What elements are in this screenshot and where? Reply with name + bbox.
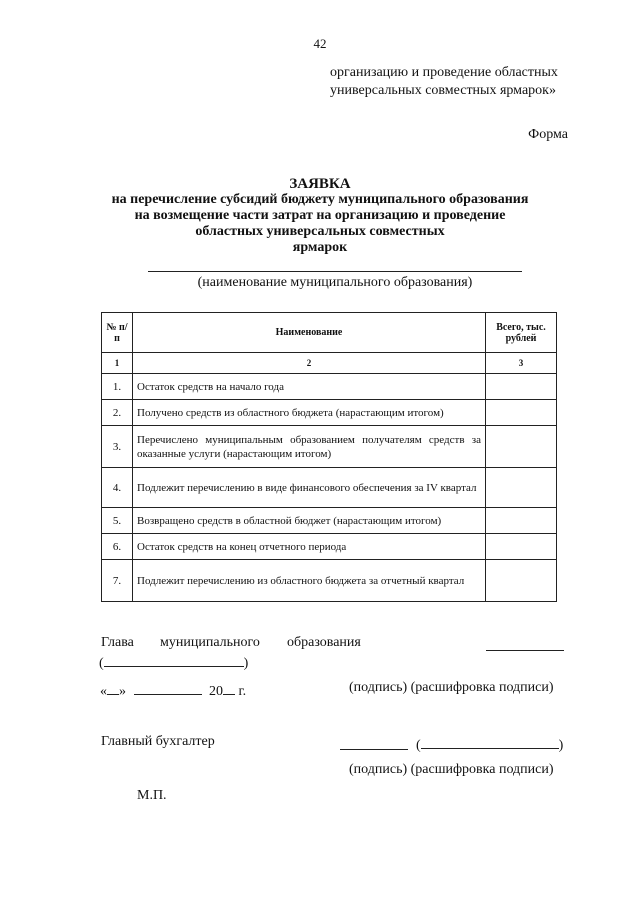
table-row [102,468,557,508]
head-sign-caption: (подпись) (расшифровка подписи) [349,680,554,695]
row-num: 4. [102,468,133,508]
accountant-signature-line[interactable] [340,749,408,750]
table-row [102,508,557,534]
title-line-1: на перечисление субсидий бюджету муниципального образования [111,192,529,207]
title-heading: ЗАЯВКА [289,176,351,192]
row-value-cell[interactable] [486,534,557,560]
table-row [102,560,557,602]
table-index-row [102,353,557,374]
row-num: 3. [102,426,133,468]
row-num: 1. [102,374,133,400]
title-line-2: на возмещение части затрат на организацию и проведение [134,208,506,223]
paren-close: ) [558,738,564,753]
paren-open: ( [416,738,421,753]
table-row [102,374,557,400]
row-text: Возвращено средств в областной бюджет (нарастающим итогом) [133,508,486,534]
reference-line-1: организацию и проведение областных [330,65,558,80]
municipality-name-line[interactable] [148,271,522,272]
date-quote-open: « [100,684,107,699]
row-text: Подлежит перечислению из областного бюджета за отчетный квартал [133,560,486,602]
head-label-word-3: образования [287,635,361,650]
date-day-line[interactable] [107,680,119,695]
row-text: Перечислено муниципальным образованием получателям средств за оказанные услуги (нарастающим итогом) [133,426,486,468]
accountant-label: Главный бухгалтер [101,734,215,749]
stamp-label: М.П. [137,788,167,803]
accountant-name-line[interactable] [421,734,559,749]
table-header-row [102,313,557,353]
title-line-4: ярмарок [292,240,348,255]
reference-line-2: универсальных совместных ярмарок» [330,83,556,98]
accountant-sign-caption: (подпись) (расшифровка подписи) [349,762,554,777]
row-value-cell[interactable] [486,374,557,400]
title-line-3: областных универсальных совместных [195,224,445,239]
row-value-cell[interactable] [486,560,557,602]
row-value-cell[interactable] [486,400,557,426]
row-value-cell[interactable] [486,468,557,508]
accountant-name-field [416,734,563,754]
table-row [102,400,557,426]
row-text: Подлежит перечислению в виде финансового обеспечения за IV квартал [133,468,486,508]
row-num: 5. [102,508,133,534]
index-cell: 1 [102,353,133,374]
header-total: Всего, тыс. рублей [486,313,557,353]
row-text: Получено средств из областного бюджета (нарастающим итогом) [133,400,486,426]
table-row [102,426,557,468]
head-label-word-2: муниципального [160,635,260,650]
date-quote-close: » [119,684,126,699]
header-name: Наименование [133,313,486,353]
row-value-cell[interactable] [486,426,557,468]
form-label: Форма [528,127,568,142]
row-num: 7. [102,560,133,602]
paren-open: ( [99,656,104,671]
date-year-prefix: 20 [209,684,223,699]
page-number: 42 [313,36,327,51]
head-label-word-1: Глава [101,635,134,650]
paren-close: ) [243,656,249,671]
reference-note [330,64,558,100]
municipality-caption: (наименование муниципального образования) [197,275,473,290]
row-text: Остаток средств на начало года [133,374,486,400]
row-num: 6. [102,534,133,560]
table-row [102,534,557,560]
row-text: Остаток средств на конец отчетного периода [133,534,486,560]
date-month-line[interactable] [134,680,202,695]
index-cell: 2 [133,353,486,374]
head-name-line[interactable] [104,652,244,667]
request-table [101,312,557,602]
document-title [90,176,550,256]
head-signature-line[interactable] [486,650,564,651]
row-num: 2. [102,400,133,426]
date-field [100,680,246,700]
row-value-cell[interactable] [486,508,557,534]
date-suffix: г. [238,684,247,699]
header-num: № п/п [102,313,133,353]
date-year-line[interactable] [223,680,235,695]
head-name-field [99,652,248,672]
index-cell: 3 [486,353,557,374]
